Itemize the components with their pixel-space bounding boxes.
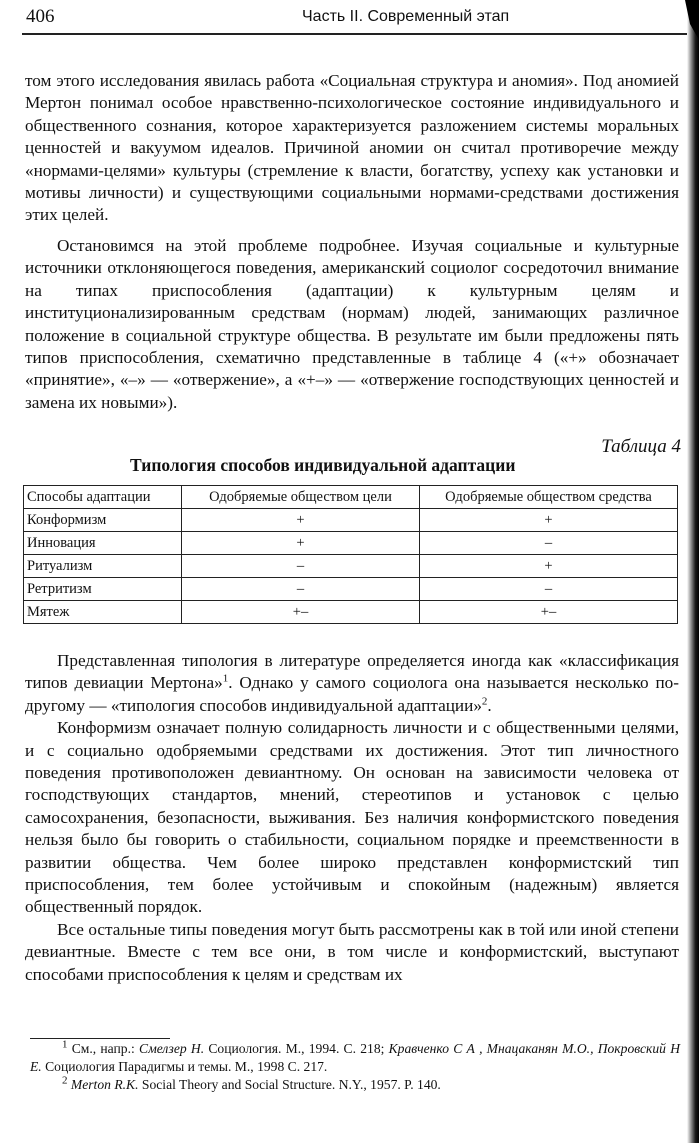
body-text-after-table bbox=[25, 650, 679, 986]
table-cell: – bbox=[420, 532, 678, 555]
table-cell: – bbox=[182, 555, 420, 578]
table-cell: Ритуализм bbox=[24, 555, 182, 578]
paragraph: том этого исследования явилась работа «Социальная структура и аномия». Под аномией Мертон понимал особое нравственно-психологическое состояние индивидуального и общественного сознания, которое характеризуется разложением системы моральных ценностей и вакуумом идеалов. Причиной аномии он считал противоречие между «нормами-целями» культуры (стремление к власти, богатству, успеху как установки и мотивы личности) и существующими социальными нормами-средствами достижения этих целей. bbox=[25, 71, 679, 225]
page-edge-shadow bbox=[687, 0, 699, 1143]
table-cell: – bbox=[182, 578, 420, 601]
table-header-cell: Одобряемые обществом цели bbox=[182, 486, 420, 509]
table-header-row bbox=[24, 486, 678, 509]
running-title: Часть II. Современный этап bbox=[302, 8, 510, 25]
table-cell: + bbox=[182, 532, 420, 555]
table-cell: +– bbox=[182, 601, 420, 624]
paragraph: Остановимся на этой проблеме подробнее. Изучая социальные и культурные источники отклоняющегося поведения, американский социолог сосредоточил внимание на типах приспособления (адаптации) к культурным целям и институционализированным средствам (нормам) людей, занимающих различное положение в социальной структуре общества. В результате им были предложены пять типов приспособления, схематично представленные в таблице 4 («+» обозначает «принятие», «–» — «отвержение», а «+–» — «отвержение господствующих ценностей и замена их новыми»). bbox=[25, 236, 679, 412]
table-title: Типология способов индивидуальной адаптации bbox=[130, 455, 516, 475]
table-cell: + bbox=[182, 509, 420, 532]
table-row bbox=[24, 509, 678, 532]
table-row bbox=[24, 578, 678, 601]
paragraph: Все остальные типы поведения могут быть рассмотрены как в той или иной степени девиантные. Вместе с тем все они, в том числе и конформистский, выступают способами приспособления к целям и средствам их bbox=[25, 919, 679, 984]
table-label: Таблица 4 bbox=[601, 436, 681, 457]
footnote-rule bbox=[30, 1038, 170, 1039]
footnote-ref: 2 bbox=[481, 695, 488, 708]
footnote: $^2$ Merton R.K. Social Theory and Social Structure. N.Y., 1957. P. 140. bbox=[62, 1074, 441, 1092]
table-header-cell: Одобряемые обществом средства bbox=[420, 486, 678, 509]
table-row bbox=[24, 555, 678, 578]
table-cell: Конформизм bbox=[24, 509, 182, 532]
page-header bbox=[22, 6, 677, 32]
table-cell: +– bbox=[420, 601, 678, 624]
header-rule bbox=[22, 33, 694, 35]
table-cell: – bbox=[420, 578, 678, 601]
paragraph: Представленная типология в литературе определяется иногда как «классификация типов девиации Мертона»$^1$. Однако у самого социолога она называется несколько по-другому — «типология способов индивидуальной адаптации»$^2$. bbox=[25, 651, 679, 715]
table-cell: Инновация bbox=[24, 532, 182, 555]
page-number: 406 bbox=[26, 6, 55, 27]
footnote: $^1$ См., напр.: Смелзер Н. Социология. М., 1994. С. 218; Кравченко С А , Мнацаканян М.О., Покровский Н Е. Социология Парадигмы и темы. М., 1998 С. 217. bbox=[30, 1038, 681, 1074]
body-text-intro bbox=[25, 235, 679, 414]
paragraph: Конформизм означает полную солидарность личности и с общественными целями, и с социально одобряемыми средствами их достижения. Этот тип личностного поведения противоположен девиантному. Он основан на зависимости человека от господствующих стандартов, мнений, стереотипов и установок с целью самосохранения, безопасности, выживания. Без наличия конформистского поведения нельзя было бы говорить о стабильности, социальном порядке и преемственности в развитии общества. Чем более широко представлен конформистский тип приспособления, тем более устойчивым и спокойным (надежным) является общественный порядок. bbox=[25, 718, 679, 917]
table-cell: + bbox=[420, 555, 678, 578]
adaptation-typology-table bbox=[23, 485, 678, 624]
table-row bbox=[24, 532, 678, 555]
table-row bbox=[24, 601, 678, 624]
table-cell: Ретритизм bbox=[24, 578, 182, 601]
table-header-cell: Способы адаптации bbox=[24, 486, 182, 509]
footnotes bbox=[30, 1040, 680, 1094]
footnote-ref: 1 bbox=[222, 672, 229, 685]
table-cell: Мятеж bbox=[24, 601, 182, 624]
table-cell: + bbox=[420, 509, 678, 532]
body-text-top bbox=[25, 70, 679, 227]
